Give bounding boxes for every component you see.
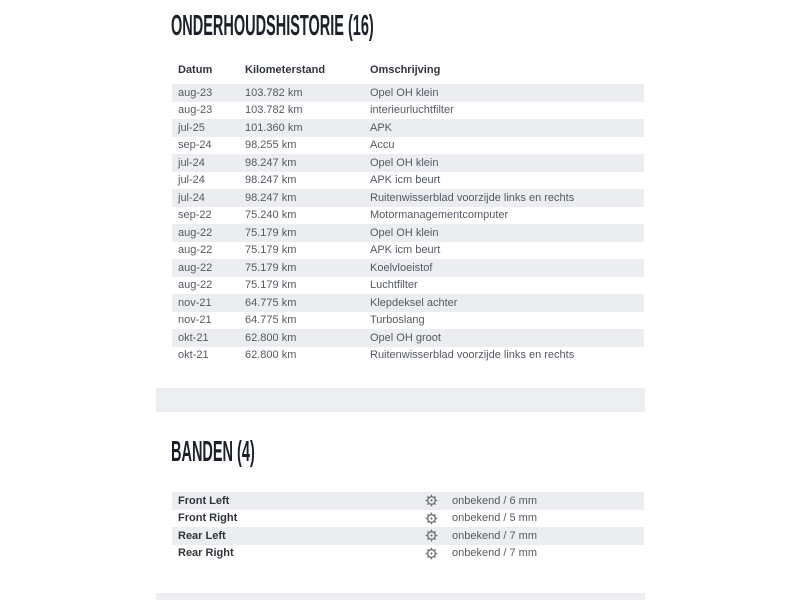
maintenance-table (172, 64, 644, 364)
cell-datum: nov-21 (178, 314, 212, 327)
maintenance-row (172, 154, 644, 172)
cell-datum: aug-23 (178, 104, 213, 117)
section-divider-band (156, 388, 645, 412)
cell-omschrijving: Koelvloeistof (370, 261, 433, 274)
cell-datum: jul-25 (178, 121, 205, 134)
maintenance-row (172, 277, 644, 295)
maintenance-row (172, 137, 644, 155)
gear-icon (425, 512, 452, 525)
maintenance-row (172, 329, 644, 347)
cell-kilometerstand: 64.775 km (245, 314, 297, 327)
maintenance-row (172, 347, 644, 365)
gear-icon (425, 494, 452, 507)
cell-omschrijving: Opel OH klein (370, 156, 439, 169)
cell-datum: sep-22 (178, 209, 212, 222)
cell-omschrijving: Luchtfilter (370, 279, 418, 292)
cell-kilometerstand: 75.179 km (245, 244, 297, 257)
tire-tread-value: onbekend / 6 mm (452, 494, 537, 507)
cell-datum: aug-22 (178, 279, 213, 292)
cell-datum: aug-22 (178, 244, 213, 257)
maintenance-table-body (172, 84, 644, 364)
column-header-omschrijving: Omschrijving (370, 64, 441, 76)
cell-kilometerstand: 98.255 km (245, 139, 297, 152)
maintenance-row (172, 102, 644, 120)
cell-omschrijving: Opel OH klein (370, 86, 439, 99)
cell-kilometerstand: 62.800 km (245, 331, 297, 344)
cell-kilometerstand: 75.179 km (245, 261, 297, 274)
cell-omschrijving: interieurluchtfilter (370, 104, 454, 117)
cell-kilometerstand: 103.782 km (245, 86, 303, 99)
cell-datum: aug-22 (178, 261, 213, 274)
tire-tread-value: onbekend / 7 mm (452, 547, 537, 560)
tires-section-title (171, 436, 645, 468)
cell-omschrijving: APK icm beurt (370, 244, 441, 257)
cell-datum: jul-24 (178, 191, 205, 204)
cell-datum: aug-22 (178, 226, 213, 239)
cell-kilometerstand: 75.240 km (245, 209, 297, 222)
tire-position-label: Front Left (178, 494, 230, 507)
cell-datum: okt-21 (178, 331, 209, 344)
tire-tread-value: onbekend / 7 mm (452, 529, 537, 542)
maintenance-table-header (172, 64, 644, 84)
content-column (156, 10, 645, 600)
tire-position-label: Front Right (178, 512, 238, 525)
cell-kilometerstand: 75.179 km (245, 279, 297, 292)
cell-kilometerstand: 98.247 km (245, 174, 297, 187)
cell-datum: aug-23 (178, 86, 213, 99)
cell-kilometerstand: 101.360 km (245, 121, 303, 134)
maintenance-row (172, 189, 644, 207)
cell-omschrijving: Ruitenwisserblad voorzijde links en rechts (370, 349, 575, 362)
maintenance-row (172, 224, 644, 242)
tire-position-label: Rear Left (178, 529, 226, 542)
tire-row (172, 527, 644, 545)
cell-datum: okt-21 (178, 349, 209, 362)
maintenance-row (172, 294, 644, 312)
cell-kilometerstand: 98.247 km (245, 156, 297, 169)
tire-row (172, 510, 644, 528)
tires-section-title-text: BANDEN (4) (171, 436, 255, 468)
cell-omschrijving: Motormanagementcomputer (370, 209, 509, 222)
bottom-divider-band (156, 593, 645, 600)
maintenance-row (172, 207, 644, 225)
maintenance-row (172, 259, 644, 277)
column-header-kilometerstand: Kilometerstand (245, 64, 326, 76)
maintenance-row (172, 242, 644, 260)
maintenance-row (172, 172, 644, 190)
cell-kilometerstand: 98.247 km (245, 191, 297, 204)
cell-omschrijving: Accu (370, 139, 395, 152)
tire-tread-value: onbekend / 5 mm (452, 512, 537, 525)
cell-omschrijving: APK (370, 121, 393, 134)
gear-icon (425, 529, 452, 542)
gear-icon (425, 547, 452, 560)
maintenance-row (172, 312, 644, 330)
cell-omschrijving: Ruitenwisserblad voorzijde links en rechts (370, 191, 575, 204)
cell-datum: nov-21 (178, 296, 212, 309)
tire-row (172, 545, 644, 563)
tire-list (172, 492, 644, 562)
cell-datum: jul-24 (178, 156, 205, 169)
cell-omschrijving: Klepdeksel achter (370, 296, 458, 309)
cell-datum: jul-24 (178, 174, 205, 187)
cell-kilometerstand: 75.179 km (245, 226, 297, 239)
cell-kilometerstand: 62.800 km (245, 349, 297, 362)
cell-omschrijving: Turboslang (370, 314, 425, 327)
cell-omschrijving: Opel OH groot (370, 331, 441, 344)
cell-datum: sep-24 (178, 139, 212, 152)
cell-kilometerstand: 103.782 km (245, 104, 303, 117)
tire-position-label: Rear Right (178, 547, 234, 560)
cell-kilometerstand: 64.775 km (245, 296, 297, 309)
maintenance-row (172, 119, 644, 137)
cell-omschrijving: APK icm beurt (370, 174, 441, 187)
cell-omschrijving: Opel OH klein (370, 226, 439, 239)
maintenance-section-title-text: ONDERHOUDSHISTORIE (16) (171, 10, 374, 42)
tire-row (172, 492, 644, 510)
maintenance-section-title (171, 10, 645, 42)
maintenance-row (172, 84, 644, 102)
column-header-datum: Datum (178, 64, 213, 76)
